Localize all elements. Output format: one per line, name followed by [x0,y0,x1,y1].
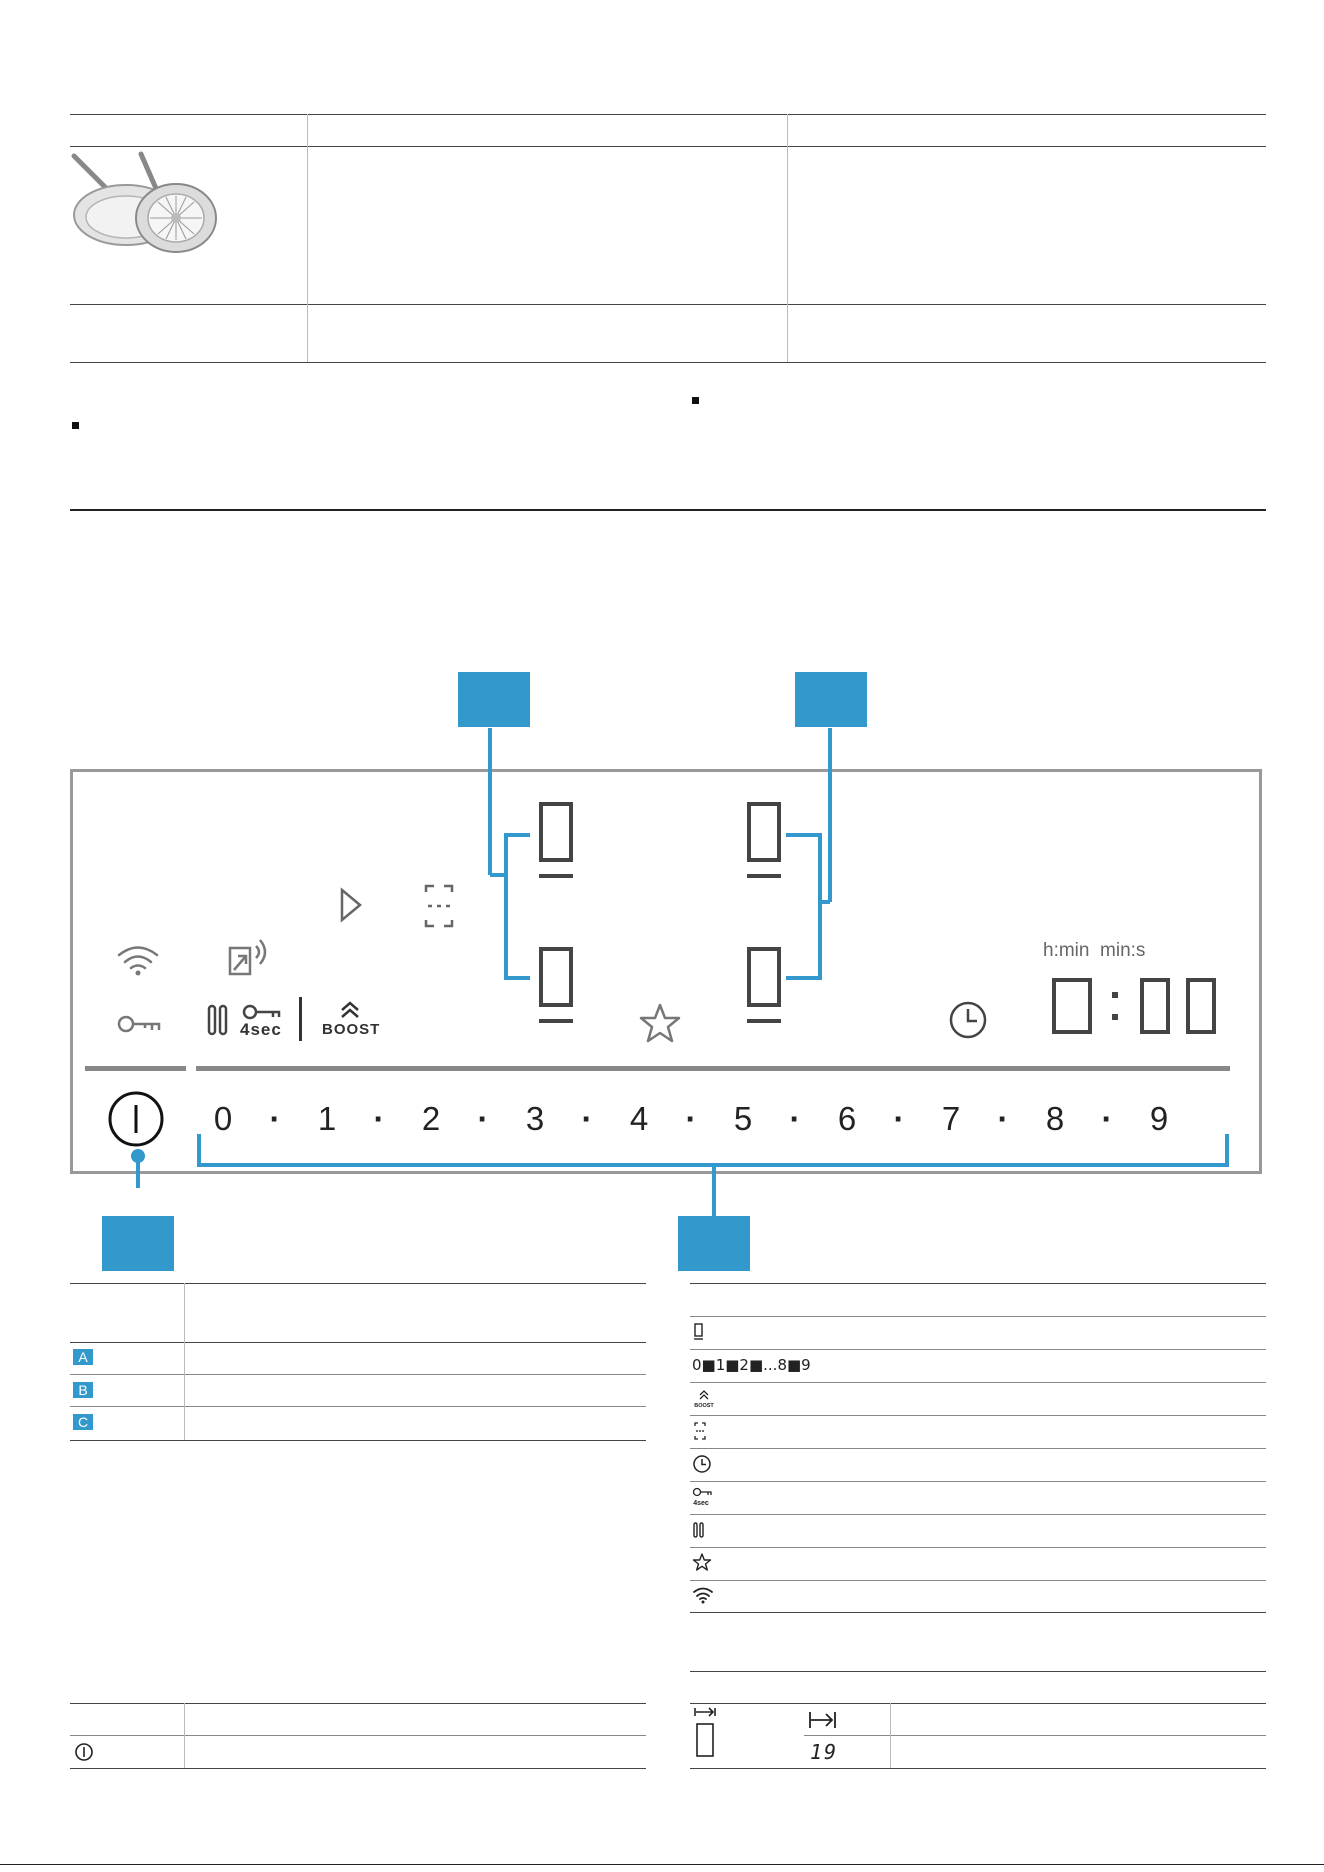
timer-display [1050,976,1230,1038]
scale-level[interactable]: 7 [941,1100,961,1137]
scale-level[interactable]: 0 [213,1100,233,1137]
top-table-rule-1 [70,114,1266,115]
clock-icon[interactable] [948,1000,988,1040]
callout-label-bottom-left [102,1216,174,1271]
zone-display-front-left [533,796,583,881]
clock-icon [692,1454,712,1474]
right-legend-rule [690,1547,1266,1548]
boost-icon[interactable] [338,1001,362,1019]
star-icon [692,1552,712,1572]
left-power-table-rule [70,1768,646,1769]
right-legend-rule [690,1514,1266,1515]
scale-dot: · [685,1100,697,1137]
zone-display-icon [693,1322,705,1342]
childlock-icon [692,1486,714,1508]
top-table-rule-3 [70,304,1266,305]
right-legend-rule [690,1283,1266,1284]
frame-sensor-icon [693,1421,707,1441]
power-scale[interactable] [205,1097,1205,1141]
timer-units-label: h:min min:s [1043,940,1146,961]
panel-divider [299,997,302,1041]
top-table-rule-4 [70,362,1266,363]
right-legend-rule [690,1481,1266,1482]
left-legend-rule [70,1440,646,1441]
scale-dot: · [893,1100,905,1137]
power-icon[interactable] [108,1091,164,1147]
timer-digits: 19 [810,1740,839,1764]
top-table-rule-2 [70,146,1266,147]
scale-dot: · [789,1100,801,1137]
star-icon[interactable] [638,1002,682,1044]
scale-level[interactable]: 5 [733,1100,753,1137]
legend-badge-a: A [73,1349,93,1365]
zone-display-rear-left [533,941,583,1026]
zone-display-front-right [741,796,791,881]
scale-legend-text: 0■1■2■...8■9 [692,1356,811,1374]
tab-arrow-zone-icon [693,1706,719,1760]
callout-label-bottom-right [678,1216,750,1271]
right-timer-table-rule [804,1735,1266,1736]
right-legend-rule [690,1316,1266,1317]
callout-label-top-right [795,672,867,727]
scale-dot: · [997,1100,1009,1137]
bullet-marker [692,397,699,404]
wifi-icon [692,1586,714,1604]
right-timer-table-rule [690,1768,1266,1769]
scale-bar [196,1066,1230,1071]
pan-icon [66,150,221,255]
zone-display-rear-right [741,941,791,1026]
wifi-icon[interactable] [116,944,160,976]
left-power-table-rule [70,1703,646,1704]
boost-label: BOOST [322,1021,381,1038]
key-icon[interactable] [116,1010,162,1038]
scale-level[interactable]: 2 [421,1100,441,1137]
left-legend-rule [70,1283,646,1284]
childlock-label: 4sec [240,1020,282,1039]
pause-icon [692,1520,706,1540]
left-legend-rule [70,1406,646,1407]
scale-level[interactable]: 1 [317,1100,337,1137]
footer-rule [0,1864,1324,1865]
left-legend-col-divider [184,1283,185,1440]
right-legend-rule [690,1415,1266,1416]
scale-level[interactable]: 6 [837,1100,857,1137]
pause-icon[interactable] [206,1003,230,1037]
left-power-table-rule [70,1735,646,1736]
childlock-icon-text: 4sec [693,1500,709,1507]
right-legend-rule [690,1382,1266,1383]
childlock-icon[interactable] [242,1002,282,1022]
right-legend-rule [690,1612,1266,1613]
callout-lines [0,720,1324,1220]
right-legend-rule [690,1580,1266,1581]
scale-dot: · [581,1100,593,1137]
bullet-marker [72,422,79,429]
right-timer-table-rule [690,1703,1266,1704]
scale-level[interactable]: 9 [1149,1100,1169,1137]
top-table-col-divider-2 [787,114,788,362]
scale-level[interactable]: 4 [629,1100,649,1137]
power-icon [74,1742,94,1762]
right-timer-table-col-divider [890,1703,891,1768]
callout-label-top-left [458,672,530,727]
left-legend-rule [70,1374,646,1375]
right-legend-rule [690,1448,1266,1449]
power-bar [85,1066,186,1071]
tab-arrow-icon [808,1710,838,1730]
scale-dot: · [477,1100,489,1137]
remote-transfer-icon[interactable] [226,934,272,980]
top-table-col-divider-1 [307,114,308,362]
scale-dot: · [269,1100,281,1137]
left-power-table-col-divider [184,1703,185,1768]
scale-level[interactable]: 8 [1045,1100,1065,1137]
scale-level[interactable]: 3 [525,1100,545,1137]
legend-badge-c: C [73,1414,93,1430]
frame-sensor-icon[interactable] [422,884,456,928]
right-timer-table-rule [690,1671,1266,1672]
right-legend-rule [690,1349,1266,1350]
boost-icon [692,1389,716,1409]
scale-dot: · [373,1100,385,1137]
top-table-rule-bottom [70,509,1266,511]
play-icon[interactable] [336,887,366,923]
scale-dot: · [1101,1100,1113,1137]
left-legend-rule [70,1342,646,1343]
legend-badge-b: B [73,1382,93,1398]
boost-icon-text: BOOST [694,1403,714,1409]
